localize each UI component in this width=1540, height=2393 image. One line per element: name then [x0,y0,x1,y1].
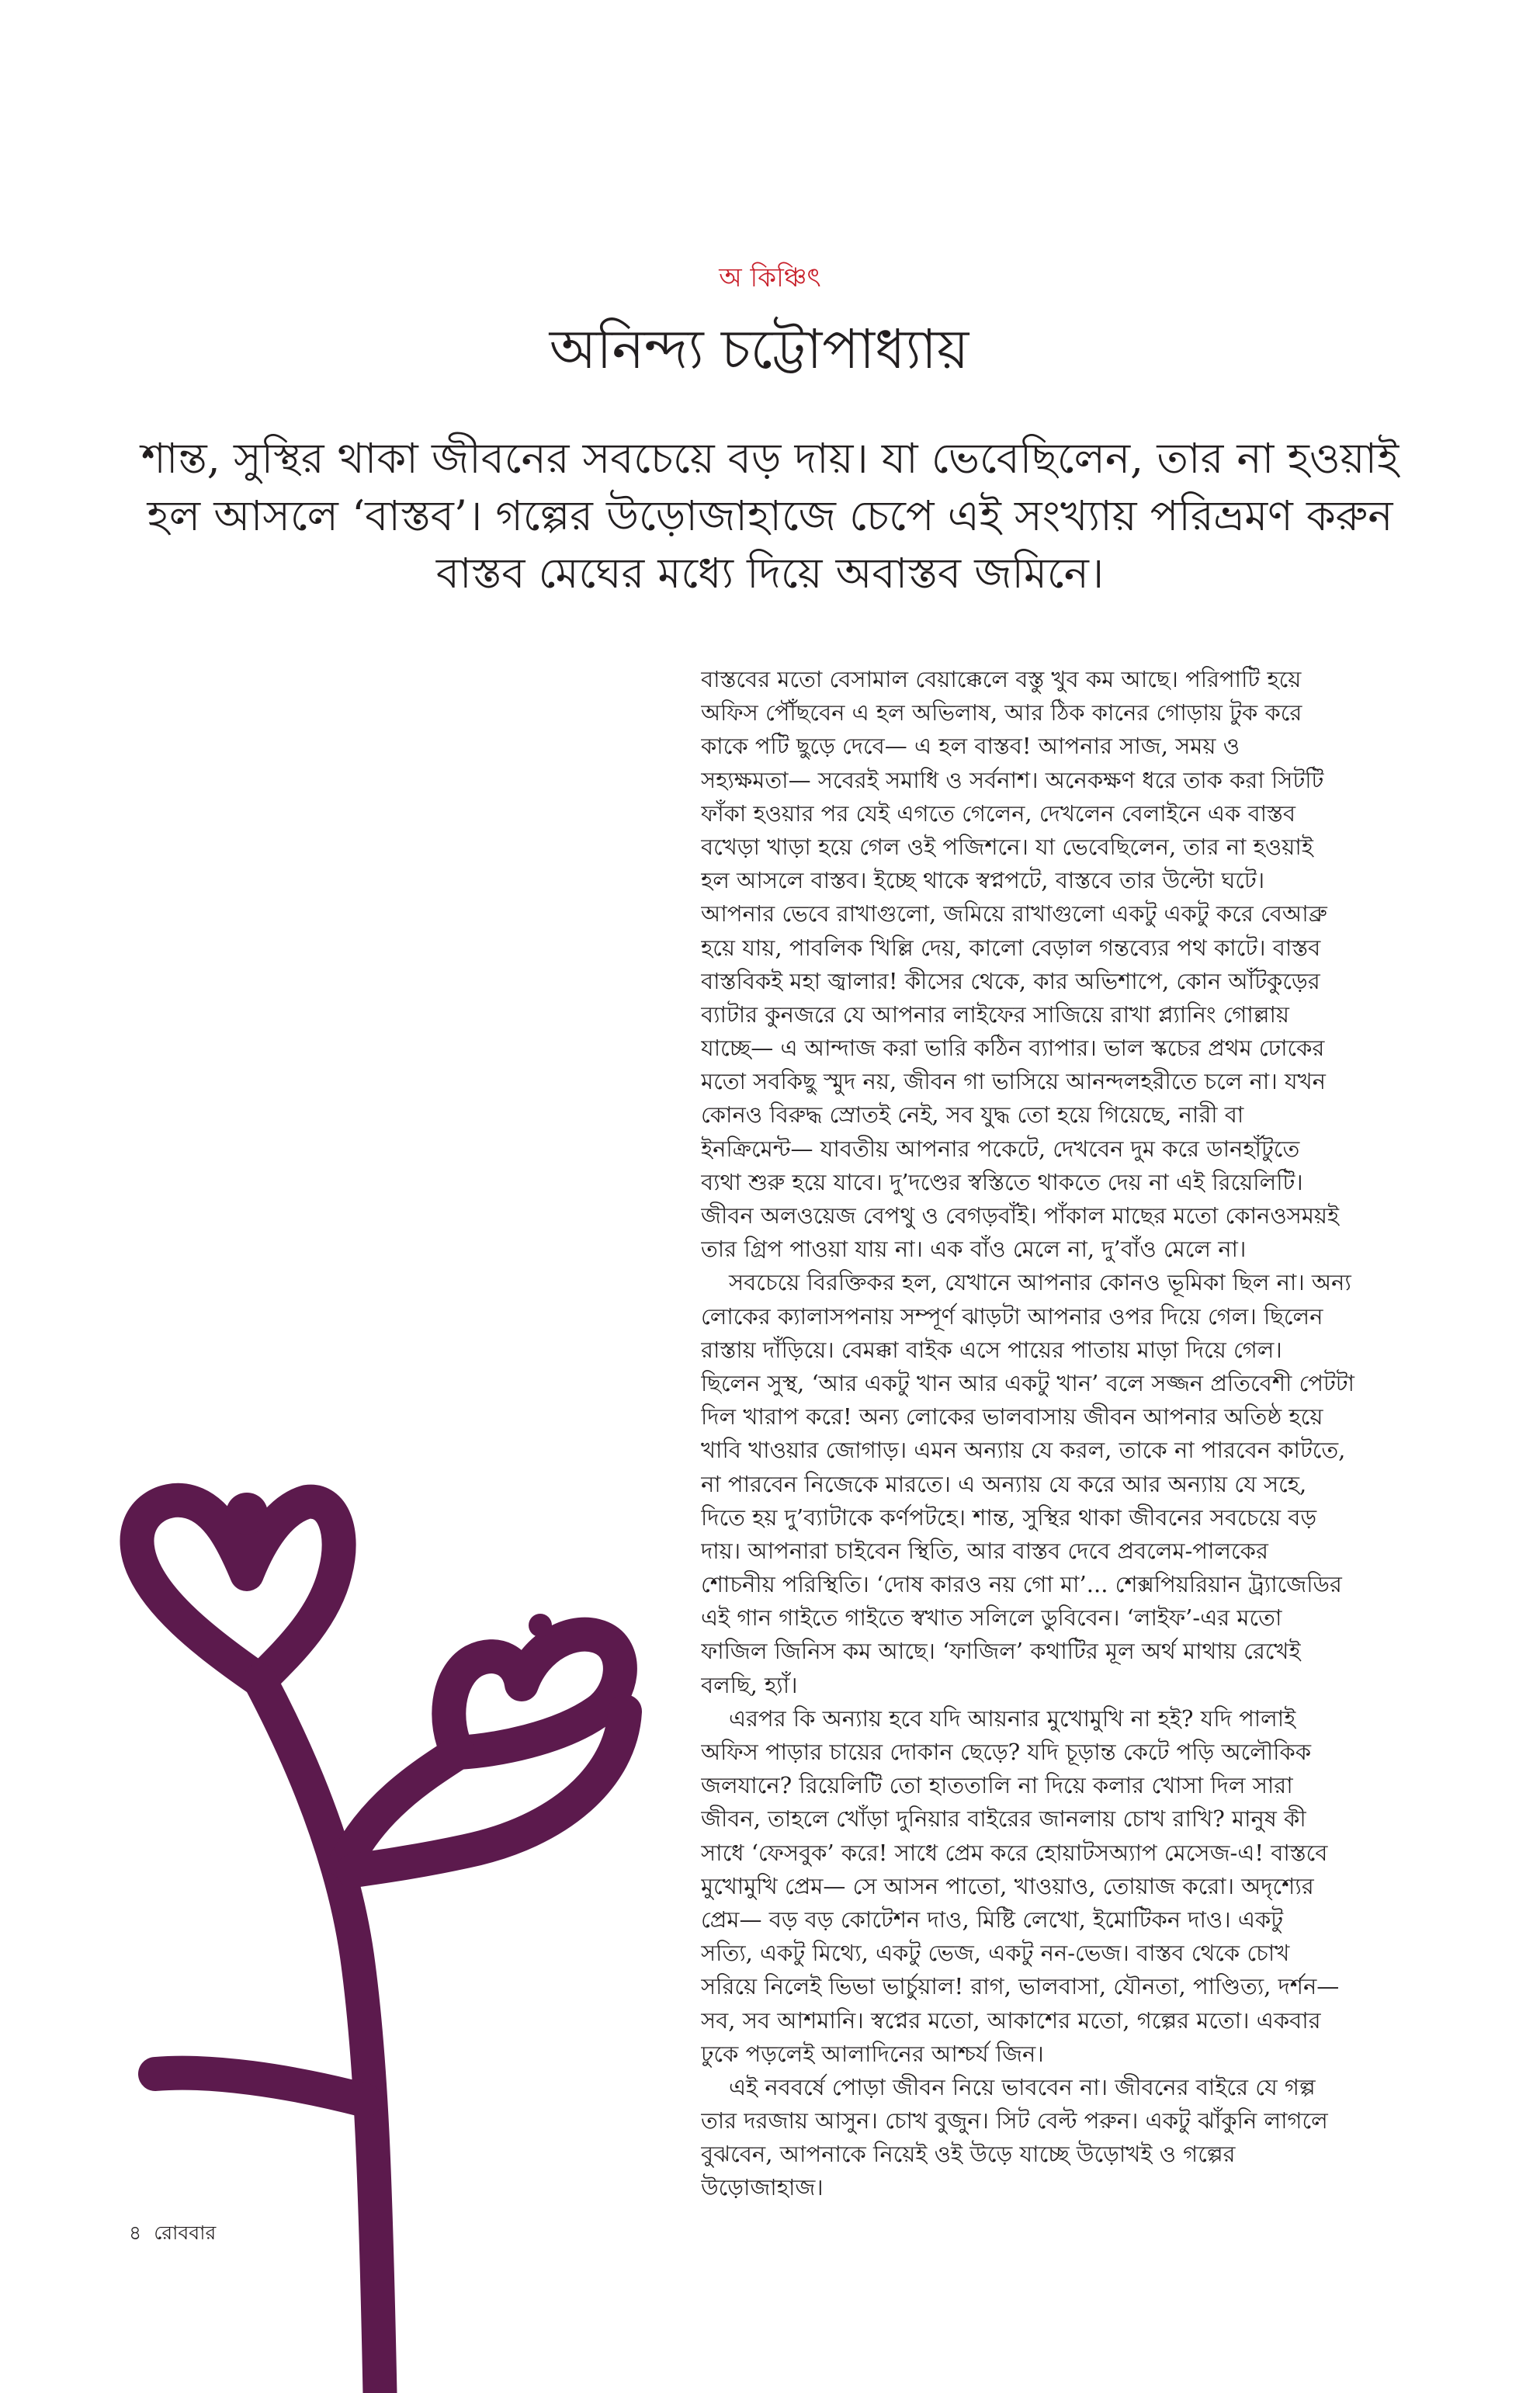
body-line: তার দরজায় আসুন। চোখ বুজুন। সিট বেল্ট পরুন। একটু ঝাঁকুনি লাগলে [701,2107,1328,2135]
author-name: অনিন্দ্য চট্টোপাধ্যায় [549,317,969,381]
body-line: হয়ে যায়, পাবলিক খিল্লি দেয়, কালো বেড়াল গন্তব্যের পথ কাটে। বাস্তব [701,934,1321,961]
body-line: হল আসলে বাস্তব। ইচ্ছে থাকে স্বপ্নপটে, বাস্তবে তার উল্টো ঘটে। [701,867,1265,894]
body-line: সরিয়ে নিলেই ভিভা ভার্চুয়াল! রাগ, ভালবাসা, যৌনতা, পাণ্ডিত্য, দর্শন— [701,1973,1340,2000]
body-line: বলছি, হ্যাঁ। [701,1671,798,1698]
body-line: অফিস পাড়ার চায়ের দোকান ছেড়ে? যদি চূড়ান্ত কেটে পড়ি অলৌকিক [701,1739,1312,1765]
body-line: সাধে ‘ফেসবুক’ করে! সাধে প্রেম করে হোয়াটসঅ্যাপ মেসেজ-এ! বাস্তবে [701,1839,1328,1866]
body-line: ইনক্রিমেন্ট— যাবতীয় আপনার পকেটে, দেখবেন দুম করে ডানহাঁটুতে [701,1135,1300,1162]
body-line: আপনার ভেবে রাখাগুলো, জমিয়ে রাখাগুলো একটু একটু করে বেআব্রু [701,900,1327,928]
body-line: ছিলেন সুস্থ, ‘আর একটু খান আর একটু খান’ বলে সজ্জন প্রতিবেশী পেটটা [701,1369,1354,1396]
body-line: দিল খারাপ করে! অন্য লোকের ভালবাসায় জীবন আপনার অতিষ্ঠ হয়ে [701,1403,1323,1431]
body-line: ঢুকে পড়লেই আলাদিনের আশ্চর্য জিন। [701,2040,1044,2067]
body-line: ফাজিল জিনিস কম আছে। ‘ফাজিল’ কথাটির মূল অর্থ মাথায় রেখেই [701,1638,1301,1665]
body-line: ব্যাটার কুনজরে যে আপনার লাইফের সাজিয়ে রাখা প্ল্যানিং গোল্লায় [701,1001,1289,1028]
lower-branch [155,2073,365,2100]
body-line: মুখোমুখি প্রেম— সে আসন পাতো, খাওয়াও, তোয়াজ করো। অদৃশ্যের [701,1872,1314,1899]
body-line: সবচেয়ে বিরক্তিকর হল, যেখানে আপনার কোনও ভূমিকা ছিল না। অন্য [729,1269,1351,1296]
right-heart-bud [449,1635,620,1753]
main-stem [260,1680,380,2393]
flower-illustration [0,1436,699,2393]
body-line: ফাঁকা হওয়ার পর যেই এগতে গেলেন, দেখলেন বেলাইনে এক বাস্তব [701,799,1296,827]
page-footer [129,2220,216,2246]
body-line: তার গ্রিপ পাওয়া যায় না। এক বাঁও মেলে না, দু’বাঁও মেলে না। [701,1236,1247,1263]
body-line: জীবন, তাহলে খোঁড়া দুনিয়ার বাইরের জানলায় চোখ রাখি? মানুষ কী [701,1805,1306,1833]
body-line: সব, সব আশমানি। স্বপ্নের মতো, আকাশের মতো, গল্পের মতো। একবার [701,2006,1321,2034]
body-line: এরপর কি অন্যায় হবে যদি আয়নার মুখোমুখি না হই? যদি পালাই [729,1705,1296,1732]
body-line: এই গান গাইতে গাইতে স্বখাত সলিলে ডুবিবেন। ‘লাইফ’-এর মতো [701,1604,1282,1632]
lead-line: শান্ত, সুস্থির থাকা জীবনের সবচেয়ে বড় দায়। যা ভেবেছিলেন, তার না হওয়াই [140,434,1400,483]
body-line: জীবন অলওয়েজ বেপথু ও বেগড়বাঁই। পাঁকাল মাছের মতো কোনওসময়ই [701,1202,1340,1229]
body-line: যাচ্ছে— এ আন্দাজ করা ভারি কঠিন ব্যাপার। ভাল স্কচের প্রথম ঢোকের [701,1035,1325,1062]
body-line: শোচনীয় পরিস্থিতি। ‘দোষ কারও নয় গো মা’... শেক্সপিয়রিয়ান ট্র্যাজেডির [701,1571,1342,1598]
body-line: লোকের ক্যালাসপনায় সম্পূর্ণ ঝাড়টা আপনার ওপর দিয়ে গেল। ছিলেন [701,1302,1323,1330]
page-number: ৪ [129,2221,142,2244]
body-line: এই নববর্ষে পোড়া জীবন নিয়ে ভাববেন না। জীবনের বাইরে যে গল্প [729,2073,1316,2100]
body-line: উড়োজাহাজ। [701,2174,824,2201]
body-line: বখেড়া খাড়া হয়ে গেল ওই পজিশনে। যা ভেবেছিলেন, তার না হওয়াই [701,833,1313,860]
body-line: দায়। আপনারা চাইবেন স্থিতি, আর বাস্তব দেবে প্রবলেম-পালকের [701,1537,1268,1564]
body-line: ব্যথা শুরু হয়ে যাবে। দু’দণ্ডের স্বস্তিতে থাকতে দেয় না এই রিয়েলিটি। [701,1168,1303,1195]
body-line: জলযানে? রিয়েলিটি তো হাততালি না দিয়ে কলার খোসা দিল সারা [701,1772,1293,1799]
lead-line: হল আসলে ‘বাস্তব’। গল্পের উড়োজাহাজে চেপে এই সংখ্যায় পরিভ্রমণ করুন [147,491,1393,540]
body-line: বাস্তবের মতো বেসামাল বেয়াক্কেলে বস্তু খুব কম আছে। পরিপাটি হয়ে [701,666,1302,692]
body-line: দিতে হয় দু’ব্যাটাকে কর্ণপটহে। শান্ত, সুস্থির থাকা জীবনের সবচেয়ে বড় [701,1503,1317,1531]
magazine-name: রোববার [154,2221,217,2244]
body-line: প্রেম— বড় বড় কোটেশন দাও, মিষ্টি লেখো, ইমোটিকন দাও। একটু [701,1906,1283,1933]
right-bud-dot [529,1614,552,1637]
left-bud-dot [226,1493,268,1535]
article-body [701,663,1400,2205]
body-line: না পারবেন নিজেকে মারতে। এ অন্যায় যে করে আর অন্যায় যে সহে, [701,1470,1307,1497]
body-line: মতো সবকিছু স্মুদ নয়, জীবন গা ভাসিয়ে আনন্দলহরীতে চলে না। যখন [701,1068,1326,1095]
body-line: কোনও বিরুদ্ধ স্রোতই নেই, সব যুদ্ধ তো হয়ে গিয়েছে, নারী বা [701,1101,1244,1129]
body-line: বাস্তবিকই মহা জ্বালার! কীসের থেকে, কার অভিশাপে, কোন আঁটকুড়ের [701,967,1320,994]
lead-paragraph [116,430,1424,602]
body-line: খাবি খাওয়ার জোগাড়। এমন অন্যায় যে করল, তাকে না পারবেন কাটতে, [701,1437,1346,1464]
section-label: অ কিঞ্চিৎ [719,262,821,293]
body-line: অফিস পৌঁছবেন এ হল অভিলাষ, আর ঠিক কানের গোড়ায় টুক করে [701,699,1302,727]
body-line: কাকে পটি ছুড়ে দেবে— এ হল বাস্তব! আপনার সাজ, সময় ও [701,733,1240,760]
body-line: সহ্যক্ষমতা— সবেরই সমাধি ও সর্বনাশ। অনেকক্ষণ ধরে তাক করা সিটটি [701,766,1324,793]
body-line: রাস্তায় দাঁড়িয়ে। বেমক্কা বাইক এসে পায়ের পাতায় মাড়া দিয়ে গেল। [701,1336,1282,1363]
body-line: বুঝবেন, আপনাকে নিয়েই ওই উড়ে যাচ্ছে উড়োখই ও গল্পের [701,2141,1236,2168]
lead-line: বাস্তব মেঘের মধ্যে দিয়ে অবাস্তব জমিনে। [435,549,1105,598]
body-line: সত্যি, একটু মিথ্যে, একটু ভেজ, একটু নন-ভেজ। বাস্তব থেকে চোখ [701,1940,1290,1967]
